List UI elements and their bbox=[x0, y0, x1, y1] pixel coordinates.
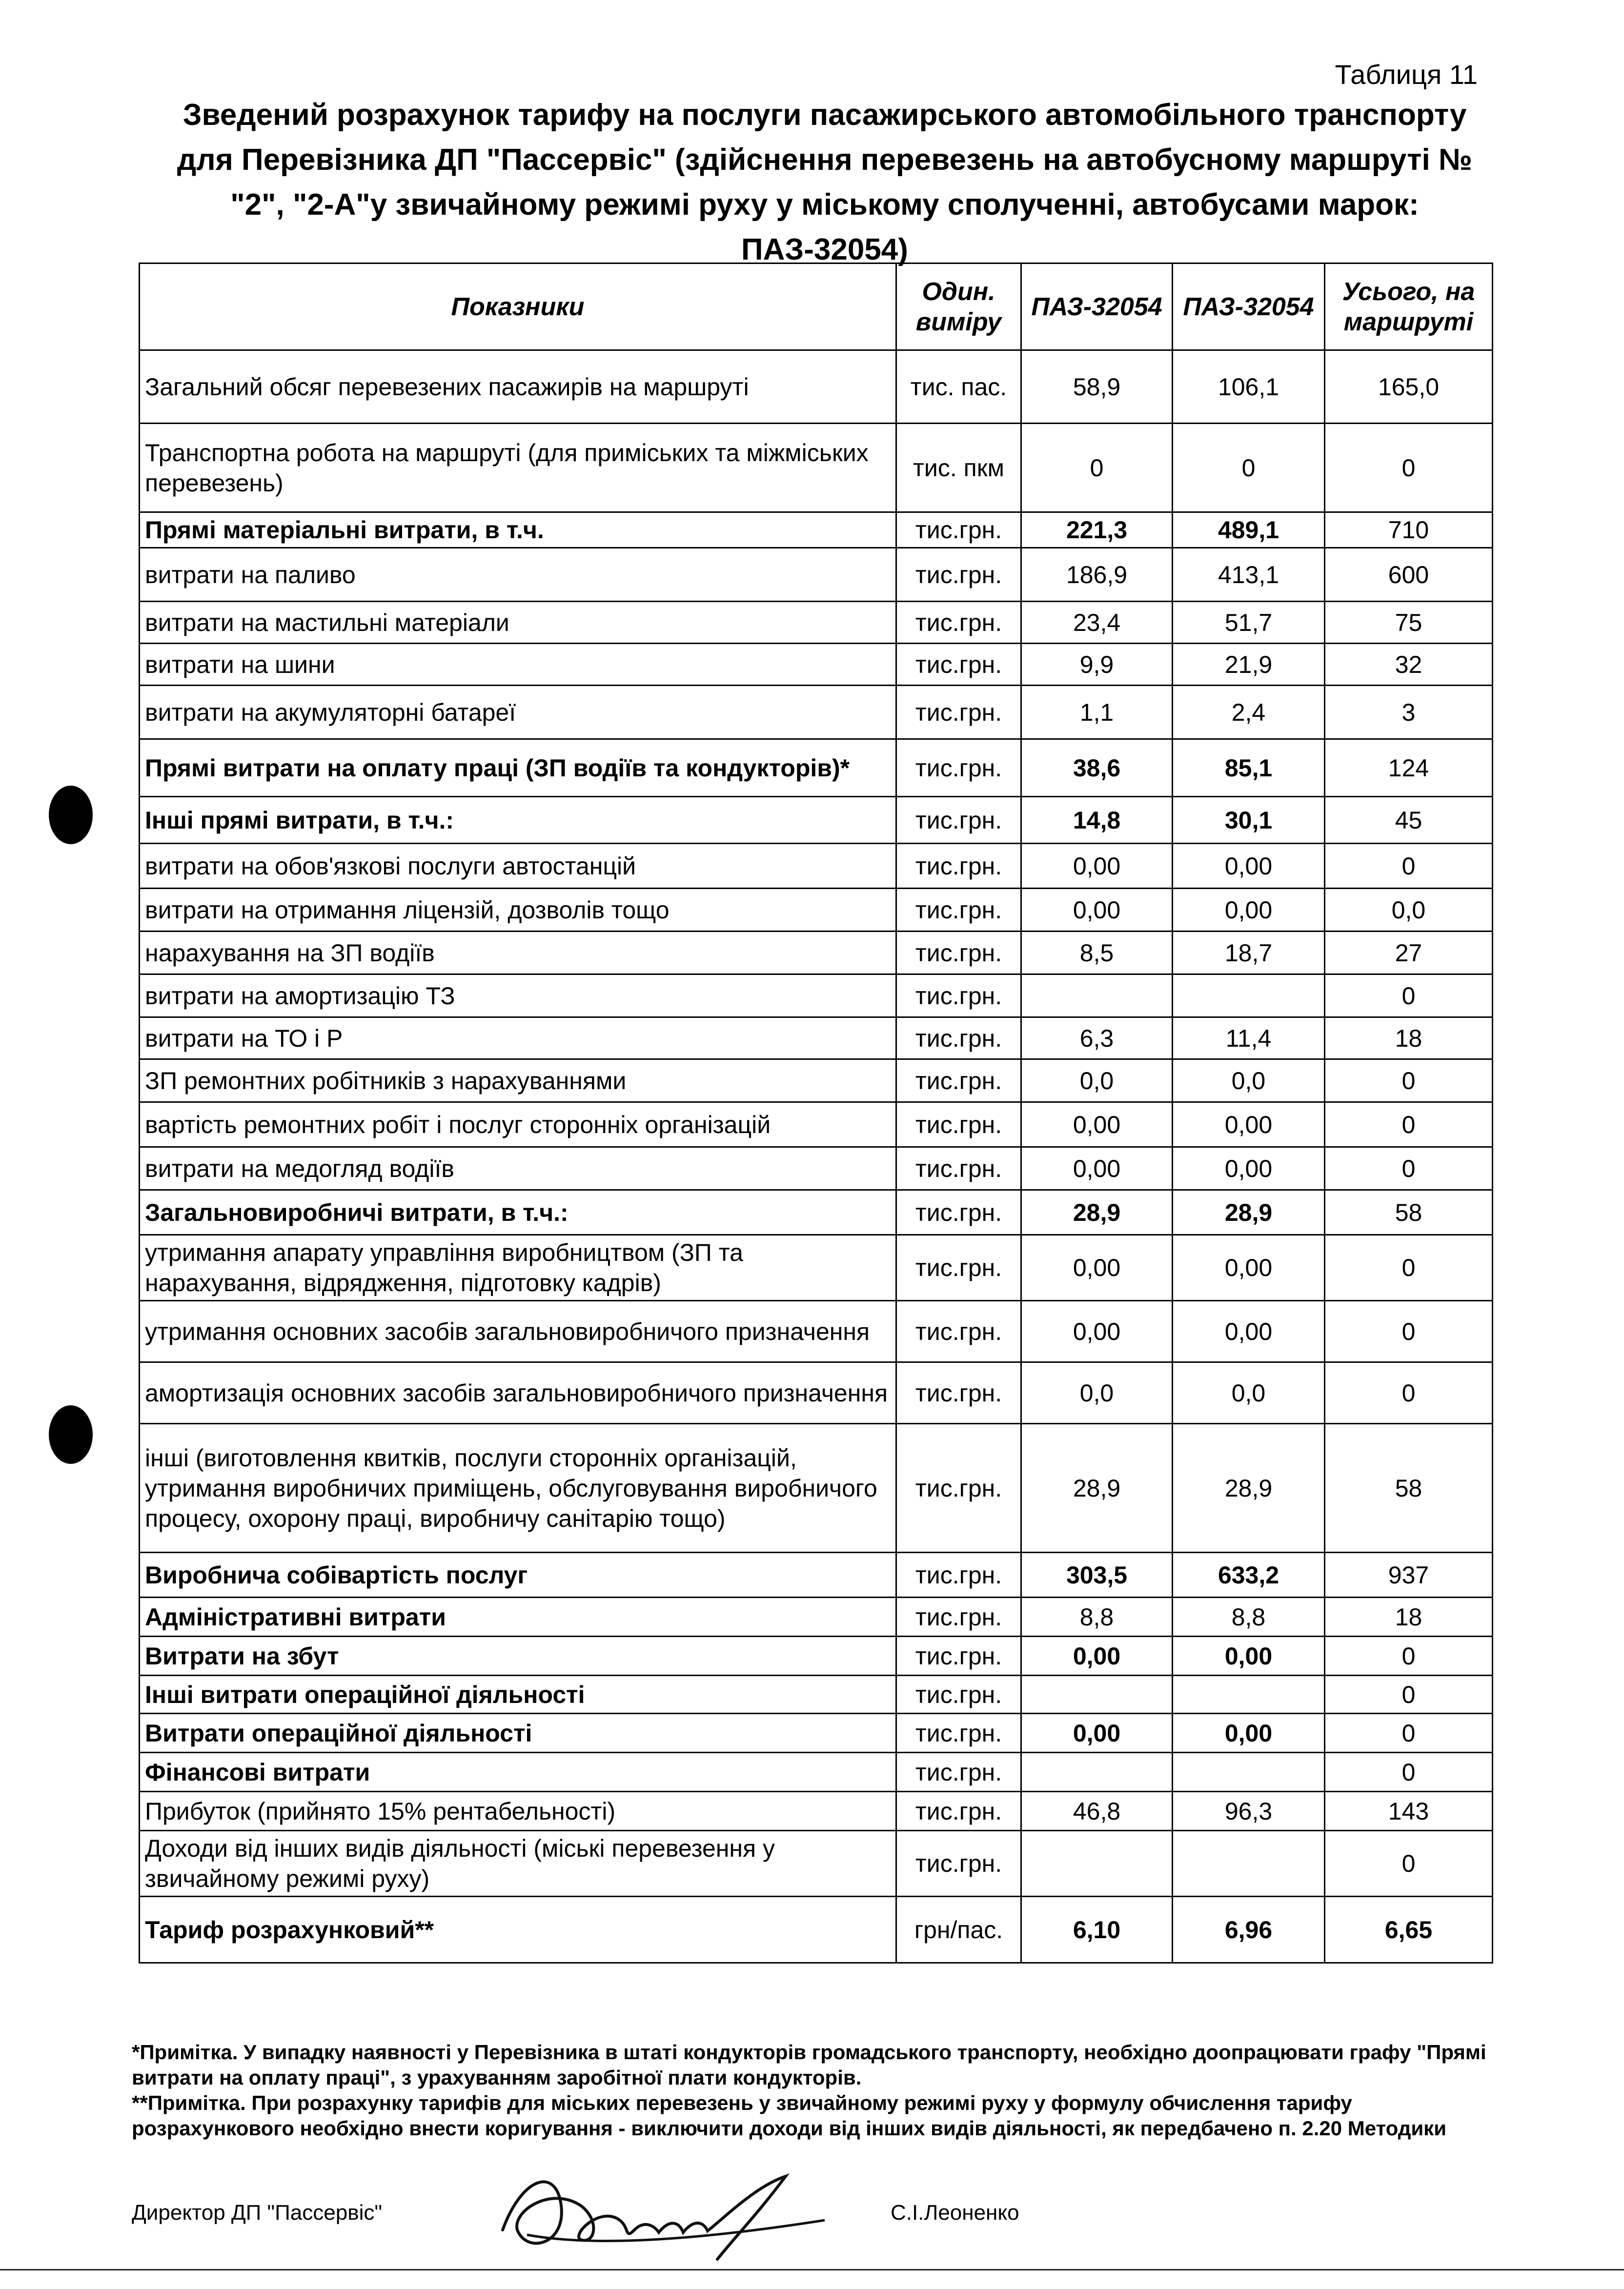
bus-1-value-cell: 0,00 bbox=[1021, 1235, 1173, 1301]
table-row bbox=[140, 686, 1493, 739]
indicator-cell: витрати на обов'язкові послуги автостанцій bbox=[140, 844, 896, 889]
bus-2-value-cell: 0,00 bbox=[1173, 1301, 1325, 1362]
bus-1-value-cell: 0,0 bbox=[1021, 1362, 1173, 1424]
footnote-conductors: *Примітка. У випадку наявності у Перевізника в штаті кондукторів громадського транспорту, необхідно доопрацювати графу "Прямі витрати на оплату праці", з урахуванням заробітної плати кондукторів. bbox=[132, 2041, 1486, 2089]
indicator-cell: Загальновиробничі витрати, в т.ч.: bbox=[140, 1190, 896, 1235]
page-bottom-edge bbox=[0, 2269, 1624, 2270]
bus-1-value-cell bbox=[1021, 974, 1173, 1017]
indicator-cell: Витрати на збут bbox=[140, 1637, 896, 1676]
indicator-cell: Тариф розрахунковий** bbox=[140, 1897, 896, 1963]
total-value-cell: 0 bbox=[1325, 424, 1493, 512]
total-value-cell: 0 bbox=[1325, 974, 1493, 1017]
unit-cell: тис.грн. bbox=[896, 1017, 1021, 1059]
bus-1-value-cell: 1,1 bbox=[1021, 686, 1173, 739]
signature-block bbox=[132, 2191, 1498, 2249]
indicator-cell: витрати на шини bbox=[140, 644, 896, 686]
total-value-cell: 6,65 bbox=[1325, 1897, 1493, 1963]
table-row bbox=[140, 1792, 1493, 1831]
indicator-cell: Транспортна робота на маршруті (для приміських та міжміських перевезень) bbox=[140, 424, 896, 512]
indicator-cell: Адміністративні витрати bbox=[140, 1598, 896, 1637]
signatory-name: С.І.Леоненко bbox=[891, 2201, 1019, 2225]
unit-cell: тис.грн. bbox=[896, 932, 1021, 974]
total-value-cell: 0 bbox=[1325, 1102, 1493, 1147]
total-value-cell: 710 bbox=[1325, 512, 1493, 548]
total-value-cell: 0 bbox=[1325, 1059, 1493, 1102]
indicator-cell: утримання апарату управління виробництвом (ЗП та нарахування, відрядження, підготовку кадрів) bbox=[140, 1235, 896, 1301]
unit-cell: тис.грн. bbox=[896, 1792, 1021, 1831]
bus-2-value-cell: 0,00 bbox=[1173, 889, 1325, 932]
unit-cell: тис.грн. bbox=[896, 1059, 1021, 1102]
unit-cell: тис.грн. bbox=[896, 512, 1021, 548]
table-row bbox=[140, 644, 1493, 686]
unit-cell: тис.грн. bbox=[896, 1102, 1021, 1147]
bus-2-value-cell: 0,00 bbox=[1173, 1637, 1325, 1676]
indicator-cell: Прямі витрати на оплату праці (ЗП водіїв та кондукторів)* bbox=[140, 739, 896, 797]
unit-cell: тис.грн. bbox=[896, 1831, 1021, 1897]
bus-2-value-cell: 21,9 bbox=[1173, 644, 1325, 686]
table-row bbox=[140, 602, 1493, 644]
indicator-cell: Прибуток (прийнято 15% рентабельності) bbox=[140, 1792, 896, 1831]
table-row bbox=[140, 1676, 1493, 1714]
indicator-cell: нарахування на ЗП водіїв bbox=[140, 932, 896, 974]
table-row bbox=[140, 1190, 1493, 1235]
bus-2-value-cell bbox=[1173, 1676, 1325, 1714]
total-value-cell: 937 bbox=[1325, 1553, 1493, 1598]
unit-cell: тис.грн. bbox=[896, 739, 1021, 797]
bus-2-value-cell: 28,9 bbox=[1173, 1190, 1325, 1235]
table-header-row bbox=[140, 263, 1493, 350]
indicator-cell: Прямі матеріальні витрати, в т.ч. bbox=[140, 512, 896, 548]
indicator-cell: Витрати операційної діяльності bbox=[140, 1714, 896, 1753]
unit-cell: тис.грн. bbox=[896, 1676, 1021, 1714]
indicator-cell: Доходи від інших видів діяльності (міські перевезення у звичайному режимі руху) bbox=[140, 1831, 896, 1897]
unit-cell: тис.грн. bbox=[896, 1301, 1021, 1362]
total-value-cell: 165,0 bbox=[1325, 350, 1493, 424]
bus-2-value-cell: 0 bbox=[1173, 424, 1325, 512]
total-value-cell: 0 bbox=[1325, 1301, 1493, 1362]
indicator-cell: витрати на мастильні матеріали bbox=[140, 602, 896, 644]
bus-2-value-cell: 106,1 bbox=[1173, 350, 1325, 424]
table-row bbox=[140, 889, 1493, 932]
bus-1-value-cell bbox=[1021, 1676, 1173, 1714]
bus-1-value-cell: 8,5 bbox=[1021, 932, 1173, 974]
indicator-cell: амортизація основних засобів загальновиробничого призначення bbox=[140, 1362, 896, 1424]
total-value-cell: 27 bbox=[1325, 932, 1493, 974]
table-row bbox=[140, 512, 1493, 548]
bus-1-value-cell: 186,9 bbox=[1021, 548, 1173, 602]
total-value-cell: 124 bbox=[1325, 739, 1493, 797]
table-row bbox=[140, 1102, 1493, 1147]
unit-cell: тис.грн. bbox=[896, 797, 1021, 844]
bus-2-value-cell: 0,0 bbox=[1173, 1362, 1325, 1424]
unit-cell: тис.грн. bbox=[896, 548, 1021, 602]
bus-2-value-cell: 28,9 bbox=[1173, 1424, 1325, 1553]
handwritten-signature bbox=[483, 2147, 922, 2274]
bus-2-value-cell: 0,00 bbox=[1173, 844, 1325, 889]
punch-hole bbox=[49, 1405, 93, 1464]
total-value-cell: 3 bbox=[1325, 686, 1493, 739]
table-row bbox=[140, 1637, 1493, 1676]
unit-cell: тис. пас. bbox=[896, 350, 1021, 424]
indicator-cell: витрати на паливо bbox=[140, 548, 896, 602]
total-value-cell: 0 bbox=[1325, 1362, 1493, 1424]
bus-1-value-cell: 14,8 bbox=[1021, 797, 1173, 844]
indicator-cell: Фінансові витрати bbox=[140, 1753, 896, 1792]
bus-1-value-cell: 0,00 bbox=[1021, 1147, 1173, 1190]
total-value-cell: 600 bbox=[1325, 548, 1493, 602]
bus-2-value-cell: 6,96 bbox=[1173, 1897, 1325, 1963]
table-row bbox=[140, 1301, 1493, 1362]
bus-1-value-cell bbox=[1021, 1831, 1173, 1897]
bus-2-value-cell: 96,3 bbox=[1173, 1792, 1325, 1831]
table-row bbox=[140, 1831, 1493, 1897]
indicator-cell: вартість ремонтних робіт і послуг сторонніх організацій bbox=[140, 1102, 896, 1147]
total-value-cell: 0 bbox=[1325, 844, 1493, 889]
bus-2-value-cell: 633,2 bbox=[1173, 1553, 1325, 1598]
total-value-cell: 0 bbox=[1325, 1753, 1493, 1792]
bus-1-value-cell: 46,8 bbox=[1021, 1792, 1173, 1831]
unit-cell: тис.грн. bbox=[896, 1147, 1021, 1190]
unit-cell: тис.грн. bbox=[896, 889, 1021, 932]
unit-cell: тис.грн. bbox=[896, 1190, 1021, 1235]
bus-2-value-cell: 0,00 bbox=[1173, 1102, 1325, 1147]
indicator-cell: витрати на ТО і Р bbox=[140, 1017, 896, 1059]
total-value-cell: 0,0 bbox=[1325, 889, 1493, 932]
header-bus-2: ПАЗ-32054 bbox=[1173, 263, 1325, 350]
unit-cell: тис.грн. bbox=[896, 1424, 1021, 1553]
unit-cell: тис.грн. bbox=[896, 974, 1021, 1017]
table-row bbox=[140, 1714, 1493, 1753]
unit-cell: тис.грн. bbox=[896, 1637, 1021, 1676]
header-indicators: Показники bbox=[140, 263, 896, 350]
bus-1-value-cell: 28,9 bbox=[1021, 1424, 1173, 1553]
bus-2-value-cell: 8,8 bbox=[1173, 1598, 1325, 1637]
table-row bbox=[140, 797, 1493, 844]
table-row bbox=[140, 350, 1493, 424]
header-unit: Один. виміру bbox=[896, 263, 1021, 350]
indicator-cell: ЗП ремонтних робітників з нарахуваннями bbox=[140, 1059, 896, 1102]
table-row bbox=[140, 424, 1493, 512]
punch-hole bbox=[49, 786, 93, 844]
bus-2-value-cell: 0,00 bbox=[1173, 1147, 1325, 1190]
unit-cell: тис.грн. bbox=[896, 1235, 1021, 1301]
indicator-cell: витрати на амортизацію ТЗ bbox=[140, 974, 896, 1017]
indicator-cell: витрати на акумуляторні батареї bbox=[140, 686, 896, 739]
table-row bbox=[140, 1897, 1493, 1963]
bus-1-value-cell: 23,4 bbox=[1021, 602, 1173, 644]
indicator-cell: Інші витрати операційної діяльності bbox=[140, 1676, 896, 1714]
unit-cell: грн/пас. bbox=[896, 1897, 1021, 1963]
bus-2-value-cell: 30,1 bbox=[1173, 797, 1325, 844]
header-total: Усього, на маршруті bbox=[1325, 263, 1493, 350]
total-value-cell: 75 bbox=[1325, 602, 1493, 644]
table-row bbox=[140, 1424, 1493, 1553]
bus-1-value-cell: 28,9 bbox=[1021, 1190, 1173, 1235]
bus-2-value-cell: 489,1 bbox=[1173, 512, 1325, 548]
total-value-cell: 0 bbox=[1325, 1714, 1493, 1753]
bus-1-value-cell: 38,6 bbox=[1021, 739, 1173, 797]
table-row bbox=[140, 1147, 1493, 1190]
bus-2-value-cell: 85,1 bbox=[1173, 739, 1325, 797]
total-value-cell: 58 bbox=[1325, 1424, 1493, 1553]
table-row bbox=[140, 974, 1493, 1017]
signatory-role: Директор ДП "Пассервіс" bbox=[132, 2201, 382, 2225]
total-value-cell: 18 bbox=[1325, 1598, 1493, 1637]
unit-cell: тис.грн. bbox=[896, 1753, 1021, 1792]
document-title: Зведений розрахунок тарифу на послуги пасажирського автомобільного транспорту для Перевізника ДП "Пассервіс" (здійснення перевезень на автобусному маршруті № "2", "2-А"у звичайному режимі руху у міському сполученні, автобусами марок: ПАЗ-32054) bbox=[177, 98, 1473, 266]
table-row bbox=[140, 844, 1493, 889]
bus-2-value-cell: 0,00 bbox=[1173, 1714, 1325, 1753]
total-value-cell: 0 bbox=[1325, 1147, 1493, 1190]
bus-1-value-cell: 58,9 bbox=[1021, 350, 1173, 424]
total-value-cell: 143 bbox=[1325, 1792, 1493, 1831]
footnote-tariff: **Примітка. При розрахунку тарифів для міських перевезень у звичайному режимі руху у формулу обчислення тарифу розрахункового необхідно внести коригування - виключити доходи від інших видів діяльності, як передбачено п. 2.20 Методики bbox=[132, 2091, 1447, 2140]
unit-cell: тис.грн. bbox=[896, 686, 1021, 739]
unit-cell: тис.грн. bbox=[896, 602, 1021, 644]
bus-2-value-cell: 2,4 bbox=[1173, 686, 1325, 739]
table-row bbox=[140, 1059, 1493, 1102]
table-row bbox=[140, 1362, 1493, 1424]
bus-1-value-cell: 0,00 bbox=[1021, 1637, 1173, 1676]
bus-1-value-cell: 0,00 bbox=[1021, 1714, 1173, 1753]
unit-cell: тис.грн. bbox=[896, 1714, 1021, 1753]
indicator-cell: Загальний обсяг перевезених пасажирів на маршруті bbox=[140, 350, 896, 424]
total-value-cell: 0 bbox=[1325, 1637, 1493, 1676]
bus-1-value-cell: 221,3 bbox=[1021, 512, 1173, 548]
unit-cell: тис.грн. bbox=[896, 1362, 1021, 1424]
bus-2-value-cell bbox=[1173, 974, 1325, 1017]
total-value-cell: 32 bbox=[1325, 644, 1493, 686]
bus-1-value-cell: 0,00 bbox=[1021, 1301, 1173, 1362]
indicator-cell: інші (виготовлення квитків, послуги сторонніх організацій, утримання виробничих приміщень, обслуговування виробничого процесу, охорону праці, виробничу санітарію тощо) bbox=[140, 1424, 896, 1553]
total-value-cell: 58 bbox=[1325, 1190, 1493, 1235]
bus-1-value-cell: 6,3 bbox=[1021, 1017, 1173, 1059]
indicator-cell: витрати на медогляд водіїв bbox=[140, 1147, 896, 1190]
bus-1-value-cell: 8,8 bbox=[1021, 1598, 1173, 1637]
unit-cell: тис.грн. bbox=[896, 1598, 1021, 1637]
table-row bbox=[140, 1235, 1493, 1301]
total-value-cell: 0 bbox=[1325, 1676, 1493, 1714]
bus-2-value-cell: 0,0 bbox=[1173, 1059, 1325, 1102]
bus-1-value-cell: 0 bbox=[1021, 424, 1173, 512]
unit-cell: тис.грн. bbox=[896, 644, 1021, 686]
bus-1-value-cell: 6,10 bbox=[1021, 1897, 1173, 1963]
bus-2-value-cell bbox=[1173, 1831, 1325, 1897]
table-row bbox=[140, 932, 1493, 974]
total-value-cell: 0 bbox=[1325, 1235, 1493, 1301]
bus-1-value-cell: 0,00 bbox=[1021, 889, 1173, 932]
bus-1-value-cell: 303,5 bbox=[1021, 1553, 1173, 1598]
bus-1-value-cell: 0,00 bbox=[1021, 844, 1173, 889]
unit-cell: тис.грн. bbox=[896, 1553, 1021, 1598]
tariff-table bbox=[139, 263, 1493, 1964]
total-value-cell: 0 bbox=[1325, 1831, 1493, 1897]
table-row bbox=[140, 739, 1493, 797]
bus-2-value-cell: 0,00 bbox=[1173, 1235, 1325, 1301]
table-row bbox=[140, 1598, 1493, 1637]
bus-2-value-cell: 11,4 bbox=[1173, 1017, 1325, 1059]
indicator-cell: витрати на отримання ліцензій, дозволів тощо bbox=[140, 889, 896, 932]
header-bus-1: ПАЗ-32054 bbox=[1021, 263, 1173, 350]
bus-2-value-cell: 413,1 bbox=[1173, 548, 1325, 602]
bus-1-value-cell bbox=[1021, 1753, 1173, 1792]
unit-cell: тис.грн. bbox=[896, 844, 1021, 889]
table-row bbox=[140, 1753, 1493, 1792]
total-value-cell: 45 bbox=[1325, 797, 1493, 844]
unit-cell: тис. пкм bbox=[896, 424, 1021, 512]
total-value-cell: 18 bbox=[1325, 1017, 1493, 1059]
indicator-cell: Виробнича собівартість послуг bbox=[140, 1553, 896, 1598]
bus-2-value-cell bbox=[1173, 1753, 1325, 1792]
bus-1-value-cell: 0,00 bbox=[1021, 1102, 1173, 1147]
bus-1-value-cell: 0,0 bbox=[1021, 1059, 1173, 1102]
indicator-cell: утримання основних засобів загальновиробничого призначення bbox=[140, 1301, 896, 1362]
table-row bbox=[140, 1553, 1493, 1598]
bus-1-value-cell: 9,9 bbox=[1021, 644, 1173, 686]
bus-2-value-cell: 18,7 bbox=[1173, 932, 1325, 974]
table-row bbox=[140, 1017, 1493, 1059]
bus-2-value-cell: 51,7 bbox=[1173, 602, 1325, 644]
footnotes bbox=[132, 2040, 1498, 2141]
table-number-label: Таблиця 11 bbox=[1335, 59, 1478, 90]
indicator-cell: Інші прямі витрати, в т.ч.: bbox=[140, 797, 896, 844]
table-row bbox=[140, 548, 1493, 602]
